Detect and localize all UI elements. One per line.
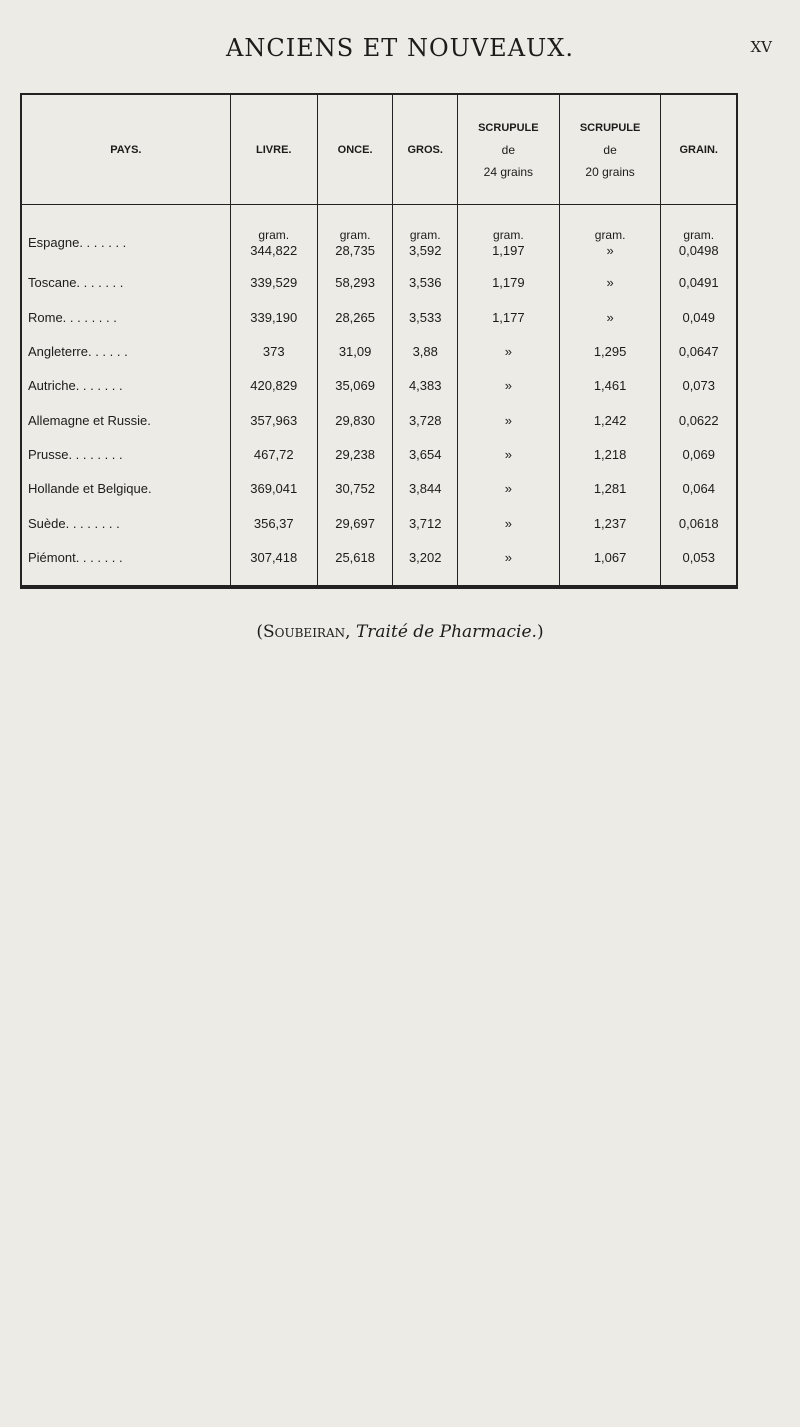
citation-work: Traité de Pharmacie. [355,622,537,642]
cell-value: 0,069 [682,447,716,463]
cell-value: 0,0622 [678,412,719,428]
cell-value: 1,218 [593,447,627,463]
cell-value: 25,618 [335,550,375,566]
country-cell: Hollande et Belgique. [28,481,152,497]
country-cell: Espagne. . . . . . . [28,234,127,250]
page-header [0,34,800,74]
header-row [22,95,736,205]
cell-value: » [606,242,614,258]
value-cell [661,369,736,403]
cell-value: 3,654 [408,447,442,463]
value-cell [559,300,661,334]
country-cell: Angleterre. . . . . . [28,344,128,360]
unit-label: gram. [683,227,715,242]
table-row [22,369,736,403]
cell-value: 339,529 [250,275,298,291]
citation-close-paren: ) [536,622,544,642]
spacer-cell [317,575,393,585]
value-cell [230,300,317,334]
cell-value: 0,0491 [678,275,719,291]
value-cell [230,266,317,300]
value-cell [393,541,458,575]
cell-value: 1,067 [593,550,627,566]
country-cell: Piémont. . . . . . . [28,550,123,566]
weights-table [22,95,736,585]
value-cell [393,506,458,540]
value-cell [317,506,393,540]
value-cell [457,300,559,334]
citation-separator: , [345,622,356,642]
cell-value: 3,88 [412,344,438,360]
cell-value: 1,242 [593,412,627,428]
value-cell [457,334,559,368]
column-header [22,95,230,205]
country-cell: Toscane. . . . . . . [28,275,124,291]
citation-open-paren: ( [256,622,264,642]
value-cell [661,437,736,471]
table-row [22,541,736,575]
column-header [661,95,736,205]
cell-value: 3,592 [408,242,442,258]
column-header-line: LIVRE. [256,143,292,156]
cell-value: 0,049 [682,309,716,325]
value-cell [317,472,393,506]
value-cell [393,369,458,403]
table-row [22,403,736,437]
cell-value: » [504,550,512,566]
column-header-line: de [603,142,617,157]
value-cell [559,266,661,300]
value-cell [457,266,559,300]
column-header-line: GROS. [407,143,443,156]
value-cell [457,506,559,540]
value-cell [317,369,393,403]
spacer-cell [393,575,458,585]
value-cell [661,300,736,334]
cell-value: » [504,378,512,394]
value-cell [457,403,559,437]
table-row [22,437,736,471]
table-row [22,266,736,300]
column-header-line: PAYS. [110,143,142,156]
cell-value: 31,09 [338,344,372,360]
table-row [22,334,736,368]
country-cell: Prusse. . . . . . . . [28,447,123,463]
value-cell [317,541,393,575]
cell-value: 357,963 [250,412,298,428]
cell-value: 3,844 [408,481,442,497]
cell-value: 28,735 [335,242,375,258]
value-cell [457,541,559,575]
cell-value: » [504,447,512,463]
cell-value: » [504,515,512,531]
value-cell [317,266,393,300]
column-header-line: ONCE. [337,143,373,156]
value-cell [661,334,736,368]
unit-label: gram. [409,227,441,242]
cell-value: 3,536 [408,275,442,291]
value-cell [393,334,458,368]
cell-value: 0,053 [682,550,716,566]
value-cell [393,300,458,334]
cell-value: 35,069 [335,378,375,394]
unit-label: gram. [594,227,626,242]
cell-value: 369,041 [250,481,298,497]
cell-value: 29,830 [335,412,375,428]
value-cell [661,541,736,575]
cell-value: 1,197 [492,242,525,258]
value-cell [559,506,661,540]
table-row [22,300,736,334]
value-cell [393,437,458,471]
cell-value: 1,281 [593,481,627,497]
cell-value: 1,177 [492,309,525,325]
citation-author: Soubeiran [263,622,346,642]
cell-value: 0,073 [682,378,716,394]
value-cell [559,334,661,368]
column-header [457,95,559,205]
table-body [22,205,736,586]
cell-value: 339,190 [250,309,298,325]
column-header [317,95,393,205]
cell-value: 1,179 [492,275,525,291]
spacer-cell [661,575,736,585]
cell-value: 1,461 [593,378,627,394]
value-cell [559,205,661,266]
value-cell [317,437,393,471]
value-cell [559,541,661,575]
value-cell [317,334,393,368]
cell-value: 29,238 [335,447,375,463]
column-header-line: 20 grains [585,164,635,179]
value-cell [230,506,317,540]
cell-value: » [606,275,614,291]
value-cell [393,205,458,266]
value-cell [230,541,317,575]
table-bottom-spacer [22,575,736,585]
value-cell [661,506,736,540]
cell-value: 1,295 [593,344,627,360]
column-header-line: SCRUPULE [579,121,641,134]
value-cell [230,403,317,437]
column-header-line: de [501,142,516,157]
cell-value: 356,37 [253,515,294,531]
value-cell [457,437,559,471]
cell-value: 373 [262,344,285,360]
value-cell [393,403,458,437]
table-row [22,205,736,266]
value-cell [559,472,661,506]
cell-value: 0,0647 [678,344,719,360]
value-cell [661,205,736,266]
cell-value: 0,0498 [678,242,719,258]
cell-value: 28,265 [335,309,375,325]
column-header-line: 24 grains [483,164,534,179]
value-cell [230,369,317,403]
cell-value: 0,0618 [678,515,719,531]
value-cell [230,334,317,368]
value-cell [230,205,317,266]
value-cell [559,437,661,471]
cell-value: 307,418 [250,550,298,566]
value-cell [317,403,393,437]
cell-value: » [606,309,614,325]
weights-table-frame [20,93,738,589]
unit-label: gram. [493,227,524,242]
table-header [22,95,736,205]
cell-value: 0,064 [682,481,716,497]
column-header [230,95,317,205]
value-cell [393,472,458,506]
cell-value: 3,202 [408,550,442,566]
value-cell [457,369,559,403]
column-header-line: SCRUPULE [478,121,539,134]
source-citation [0,622,800,642]
running-title: ANCIENS ET NOUVEAUX. [226,34,574,62]
value-cell [230,472,317,506]
cell-value: 1,237 [593,515,627,531]
value-cell [661,472,736,506]
cell-value: 420,829 [250,378,298,394]
value-cell [317,300,393,334]
cell-value: 29,697 [335,515,375,531]
cell-value: 3,728 [408,412,442,428]
country-cell: Allemagne et Russie. [28,412,151,428]
unit-label: gram. [258,227,290,242]
table-row [22,472,736,506]
value-cell [661,266,736,300]
spacer-cell [230,575,317,585]
spacer-cell [22,575,230,585]
cell-value: 30,752 [335,481,375,497]
value-cell [457,472,559,506]
value-cell [559,369,661,403]
table-row [22,506,736,540]
spacer-cell [457,575,559,585]
cell-value: » [504,481,512,497]
value-cell [230,437,317,471]
country-cell: Suède. . . . . . . . [28,515,120,531]
column-header [393,95,458,205]
page-number: XV [750,38,772,56]
unit-label: gram. [339,227,371,242]
cell-value: » [504,412,512,428]
value-cell [393,266,458,300]
cell-value: 58,293 [335,275,375,291]
spacer-cell [559,575,661,585]
country-cell: Rome. . . . . . . . [28,309,117,325]
country-cell: Autriche. . . . . . . [28,378,123,394]
value-cell [317,205,393,266]
cell-value: 4,383 [408,378,442,394]
cell-value: 3,533 [408,309,442,325]
value-cell [457,205,559,266]
column-header-line: GRAIN. [679,143,718,156]
column-header [559,95,661,205]
cell-value: 344,822 [250,242,298,258]
value-cell [559,403,661,437]
cell-value: 467,72 [253,447,294,463]
cell-value: » [504,344,512,360]
value-cell [661,403,736,437]
cell-value: 3,712 [408,515,442,531]
